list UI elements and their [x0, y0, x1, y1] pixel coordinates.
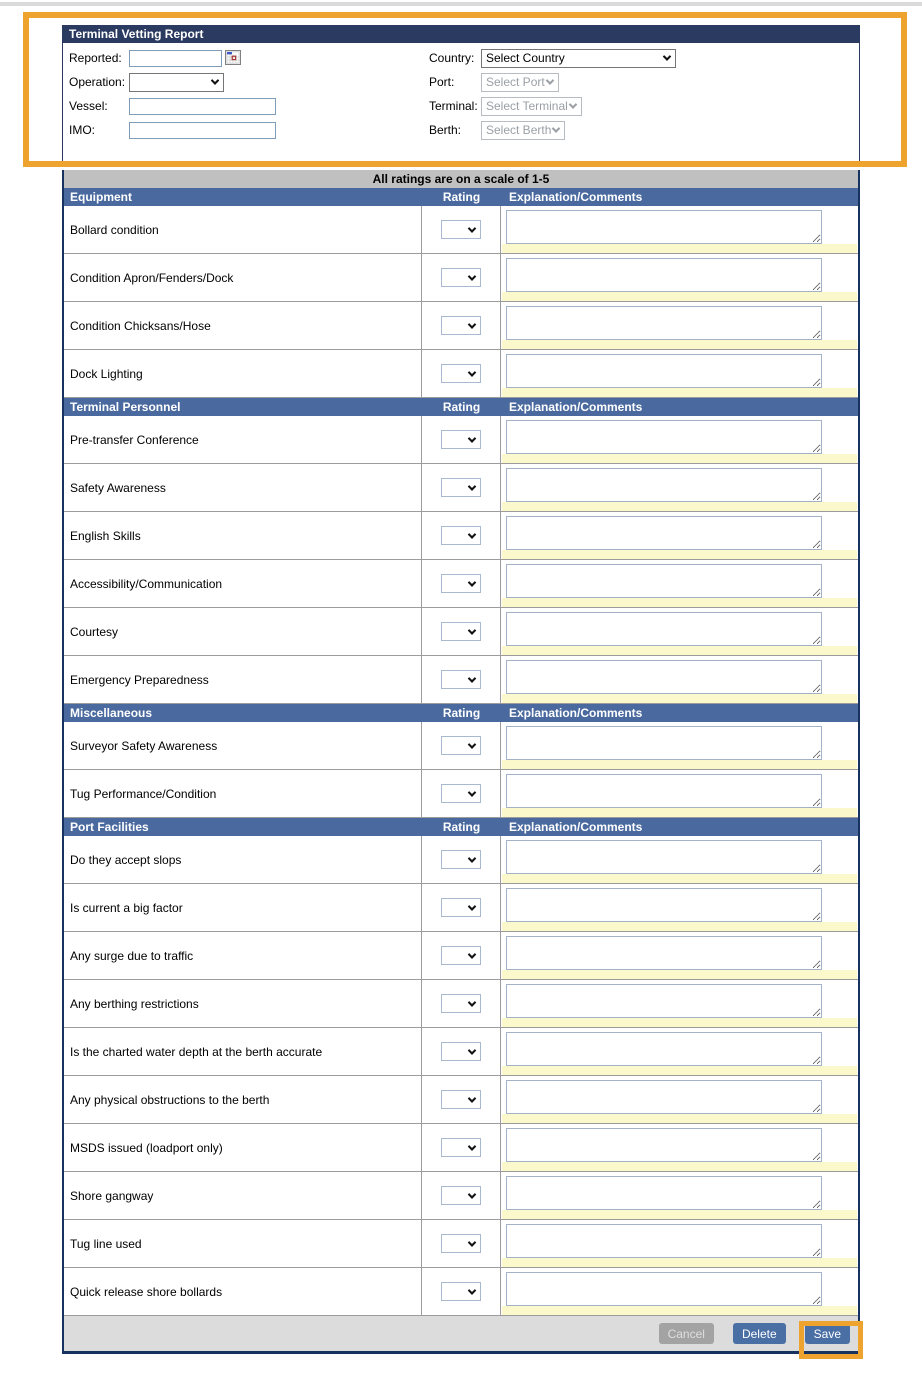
comment-textarea[interactable] — [506, 354, 822, 388]
rating-cell — [422, 722, 501, 769]
operation-select[interactable] — [129, 73, 224, 92]
rating-select[interactable] — [441, 850, 481, 869]
rating-row-label: Shore gangway — [64, 1172, 422, 1219]
page-top-divider — [0, 2, 922, 6]
rating-cell — [422, 884, 501, 931]
section-header — [64, 818, 858, 836]
page-title: Terminal Vetting Report — [62, 25, 860, 43]
chevron-down-icon — [546, 76, 554, 84]
rating-select[interactable] — [441, 1042, 481, 1061]
rating-select[interactable] — [441, 1138, 481, 1157]
rating-row-label: Safety Awareness — [64, 464, 422, 511]
terminal-label: Terminal: — [429, 99, 478, 113]
explanation-cell — [501, 512, 858, 559]
section-title: Port Facilities — [70, 820, 149, 834]
rating-cell — [422, 512, 501, 559]
berth-label: Berth: — [429, 123, 462, 137]
chevron-down-icon — [569, 100, 577, 108]
chevron-down-icon — [468, 320, 476, 328]
explanation-cell — [501, 302, 858, 349]
section-title: Miscellaneous — [70, 706, 153, 720]
section-header — [64, 398, 858, 416]
comment-textarea[interactable] — [506, 936, 822, 970]
explanation-cell — [501, 416, 858, 463]
comment-underbar — [502, 874, 857, 883]
ratings-sections — [64, 188, 858, 1316]
chevron-down-icon — [468, 902, 476, 910]
rating-cell — [422, 206, 501, 253]
ratings-section — [64, 704, 858, 818]
rating-cell — [422, 608, 501, 655]
explanation-cell — [501, 656, 858, 703]
chevron-down-icon — [468, 740, 476, 748]
scale-note: All ratings are on a scale of 1-5 — [64, 170, 858, 188]
comment-underbar — [502, 454, 857, 463]
header-form-right-column — [429, 46, 676, 142]
rating-cell — [422, 302, 501, 349]
rating-row-label: MSDS issued (loadport only) — [64, 1124, 422, 1171]
rating-row — [64, 656, 858, 704]
section-title: Terminal Personnel — [70, 400, 181, 414]
comment-underbar — [502, 1210, 857, 1219]
explanation-cell — [501, 350, 858, 397]
rating-row — [64, 1076, 858, 1124]
rating-select[interactable] — [441, 478, 481, 497]
comment-textarea[interactable] — [506, 1272, 822, 1306]
rating-row-label: Emergency Preparedness — [64, 656, 422, 703]
chevron-down-icon — [468, 1238, 476, 1246]
port-select: Select Port — [481, 73, 559, 92]
rating-column-header: Rating — [442, 400, 481, 414]
imo-label: IMO: — [69, 123, 95, 137]
header-form-left-column — [69, 46, 276, 142]
berth-field-row — [429, 118, 676, 142]
chevron-down-icon — [663, 52, 671, 60]
ratings-table — [62, 170, 860, 1354]
comment-underbar — [502, 970, 857, 979]
rating-row — [64, 254, 858, 302]
port-label: Port: — [429, 75, 455, 89]
section-rows — [64, 836, 858, 1316]
explanation-cell — [501, 560, 858, 607]
rating-select[interactable] — [441, 622, 481, 641]
rating-row — [64, 350, 858, 398]
comment-textarea[interactable] — [506, 516, 822, 550]
rating-row — [64, 1268, 858, 1316]
comment-underbar — [502, 388, 857, 397]
rating-row-label: Dock Lighting — [64, 350, 422, 397]
explanation-cell — [501, 980, 858, 1027]
comment-textarea[interactable] — [506, 1224, 822, 1258]
imo-field-row — [69, 118, 276, 142]
rating-row — [64, 416, 858, 464]
comment-textarea[interactable] — [506, 612, 822, 646]
chevron-down-icon — [468, 368, 476, 376]
rating-row — [64, 932, 858, 980]
rating-cell — [422, 836, 501, 883]
chevron-down-icon — [468, 1142, 476, 1150]
rating-select[interactable] — [441, 574, 481, 593]
explanation-cell — [501, 464, 858, 511]
chevron-down-icon — [552, 124, 560, 132]
section-header — [64, 704, 858, 722]
explanation-cell — [501, 722, 858, 769]
explanation-cell — [501, 932, 858, 979]
chevron-down-icon — [468, 1286, 476, 1294]
rating-cell — [422, 1124, 501, 1171]
rating-row-label: Pre-transfer Conference — [64, 416, 422, 463]
comment-textarea[interactable] — [506, 660, 822, 694]
explanation-column-header: Explanation/Comments — [509, 706, 643, 720]
rating-cell — [422, 1172, 501, 1219]
rating-row-label: Accessibility/Communication — [64, 560, 422, 607]
rating-row — [64, 980, 858, 1028]
comment-textarea[interactable] — [506, 306, 822, 340]
country-label: Country: — [429, 51, 475, 65]
country-field-row — [429, 46, 676, 70]
operation-field-row — [69, 70, 276, 94]
comment-underbar — [502, 244, 857, 253]
rating-select[interactable] — [441, 736, 481, 755]
rating-cell — [422, 560, 501, 607]
reported-label: Reported: — [69, 51, 122, 65]
comment-underbar — [502, 760, 857, 769]
calendar-button[interactable] — [225, 50, 241, 66]
rating-cell — [422, 254, 501, 301]
rating-cell — [422, 1268, 501, 1315]
comment-textarea[interactable] — [506, 1032, 822, 1066]
comment-textarea[interactable] — [506, 1176, 822, 1210]
comment-underbar — [502, 1114, 857, 1123]
comment-underbar — [502, 340, 857, 349]
explanation-cell — [501, 254, 858, 301]
rating-row-label: Is current a big factor — [64, 884, 422, 931]
comment-underbar — [502, 922, 857, 931]
rating-row-label: Tug Performance/Condition — [64, 770, 422, 817]
rating-row — [64, 1124, 858, 1172]
footer-action-bar — [64, 1316, 858, 1354]
rating-select[interactable] — [441, 430, 481, 449]
chevron-down-icon — [468, 530, 476, 538]
section-rows — [64, 416, 858, 704]
rating-row — [64, 1028, 858, 1076]
chevron-down-icon — [468, 272, 476, 280]
rating-select[interactable] — [441, 1090, 481, 1109]
rating-row — [64, 464, 858, 512]
comment-underbar — [502, 1306, 857, 1315]
chevron-down-icon — [468, 998, 476, 1006]
rating-cell — [422, 464, 501, 511]
comment-textarea[interactable] — [506, 840, 822, 874]
explanation-column-header: Explanation/Comments — [509, 820, 643, 834]
chevron-down-icon — [468, 1046, 476, 1054]
rating-row — [64, 836, 858, 884]
ratings-section — [64, 188, 858, 398]
port-field-row — [429, 70, 676, 94]
terminal-select: Select Terminal — [481, 97, 582, 116]
rating-cell — [422, 416, 501, 463]
chevron-down-icon — [468, 788, 476, 796]
comment-textarea[interactable] — [506, 258, 822, 292]
comment-underbar — [502, 808, 857, 817]
berth-select: Select Berth — [481, 121, 565, 140]
comment-textarea[interactable] — [506, 1128, 822, 1162]
imo-input[interactable] — [129, 122, 276, 139]
section-header — [64, 188, 858, 206]
explanation-cell — [501, 206, 858, 253]
calendar-icon — [225, 50, 241, 66]
country-select[interactable]: Select Country — [481, 49, 676, 68]
comment-underbar — [502, 502, 857, 511]
rating-cell — [422, 980, 501, 1027]
explanation-cell — [501, 1220, 858, 1267]
rating-select[interactable] — [441, 1186, 481, 1205]
vessel-field-row — [69, 94, 276, 118]
comment-textarea[interactable] — [506, 984, 822, 1018]
chevron-down-icon — [468, 1190, 476, 1198]
rating-select[interactable] — [441, 316, 481, 335]
rating-cell — [422, 656, 501, 703]
comment-underbar — [502, 292, 857, 301]
chevron-down-icon — [468, 854, 476, 862]
comment-underbar — [502, 598, 857, 607]
explanation-cell — [501, 770, 858, 817]
chevron-down-icon — [211, 76, 219, 84]
cancel-button[interactable]: Cancel — [659, 1323, 714, 1344]
rating-row-label: Any berthing restrictions — [64, 980, 422, 1027]
delete-button[interactable]: Delete — [733, 1323, 786, 1344]
rating-row — [64, 560, 858, 608]
comment-underbar — [502, 694, 857, 703]
comment-textarea[interactable] — [506, 774, 822, 808]
rating-select[interactable] — [441, 784, 481, 803]
rating-column-header: Rating — [442, 820, 481, 834]
explanation-column-header: Explanation/Comments — [509, 190, 643, 204]
rating-select[interactable] — [441, 1234, 481, 1253]
rating-select[interactable] — [441, 898, 481, 917]
explanation-cell — [501, 1028, 858, 1075]
rating-row-label: Tug line used — [64, 1220, 422, 1267]
rating-cell — [422, 1028, 501, 1075]
comment-underbar — [502, 646, 857, 655]
operation-label: Operation: — [69, 75, 126, 89]
rating-row-label: Any physical obstructions to the berth — [64, 1076, 422, 1123]
rating-row — [64, 302, 858, 350]
rating-row-label: Is the charted water depth at the berth accurate — [64, 1028, 422, 1075]
rating-cell — [422, 770, 501, 817]
rating-row-label: Surveyor Safety Awareness — [64, 722, 422, 769]
rating-row-label: Bollard condition — [64, 206, 422, 253]
rating-select[interactable] — [441, 268, 481, 287]
rating-row-label: Condition Chicksans/Hose — [64, 302, 422, 349]
rating-cell — [422, 350, 501, 397]
rating-column-header: Rating — [442, 190, 481, 204]
vessel-label: Vessel: — [69, 99, 108, 113]
rating-column-header: Rating — [442, 706, 481, 720]
report-header-fields — [62, 43, 860, 163]
chevron-down-icon — [468, 674, 476, 682]
explanation-cell — [501, 1172, 858, 1219]
explanation-cell — [501, 1076, 858, 1123]
rating-row-label: Condition Apron/Fenders/Dock — [64, 254, 422, 301]
rating-row — [64, 1172, 858, 1220]
terminal-field-row — [429, 94, 676, 118]
explanation-cell — [501, 1124, 858, 1171]
chevron-down-icon — [468, 1094, 476, 1102]
chevron-down-icon — [468, 950, 476, 958]
section-rows — [64, 206, 858, 398]
rating-select[interactable] — [441, 670, 481, 689]
vessel-input[interactable] — [129, 98, 276, 115]
comment-textarea[interactable] — [506, 420, 822, 454]
comment-textarea[interactable] — [506, 1080, 822, 1114]
rating-select[interactable] — [441, 220, 481, 239]
rating-row-label: Do they accept slops — [64, 836, 422, 883]
comment-underbar — [502, 1018, 857, 1027]
comment-underbar — [502, 1066, 857, 1075]
rating-row-label: Quick release shore bollards — [64, 1268, 422, 1315]
reported-field-row — [69, 46, 276, 70]
comment-underbar — [502, 1162, 857, 1171]
chevron-down-icon — [468, 626, 476, 634]
reported-input[interactable] — [129, 50, 222, 67]
rating-row — [64, 1220, 858, 1268]
rating-select[interactable] — [441, 994, 481, 1013]
save-button[interactable]: Save — [805, 1323, 850, 1344]
rating-row — [64, 512, 858, 560]
comment-underbar — [502, 1258, 857, 1267]
comment-underbar — [502, 550, 857, 559]
rating-row — [64, 722, 858, 770]
rating-row — [64, 206, 858, 254]
rating-row — [64, 608, 858, 656]
rating-select[interactable] — [441, 946, 481, 965]
ratings-section — [64, 398, 858, 704]
section-title: Equipment — [70, 190, 132, 204]
rating-select[interactable] — [441, 1282, 481, 1301]
comment-textarea[interactable] — [506, 468, 822, 502]
chevron-down-icon — [468, 434, 476, 442]
comment-textarea[interactable] — [506, 564, 822, 598]
rating-cell — [422, 1076, 501, 1123]
explanation-column-header: Explanation/Comments — [509, 400, 643, 414]
comment-textarea[interactable] — [506, 888, 822, 922]
rating-select[interactable] — [441, 526, 481, 545]
rating-row-label: Courtesy — [64, 608, 422, 655]
rating-row-label: Any surge due to traffic — [64, 932, 422, 979]
comment-textarea[interactable] — [506, 726, 822, 760]
explanation-cell — [501, 608, 858, 655]
rating-row — [64, 884, 858, 932]
section-rows — [64, 722, 858, 818]
explanation-cell — [501, 884, 858, 931]
rating-cell — [422, 1220, 501, 1267]
report-header-form — [62, 25, 860, 163]
chevron-down-icon — [468, 224, 476, 232]
ratings-section — [64, 818, 858, 1316]
chevron-down-icon — [468, 482, 476, 490]
chevron-down-icon — [468, 578, 476, 586]
comment-textarea[interactable] — [506, 210, 822, 244]
rating-row-label: English Skills — [64, 512, 422, 559]
explanation-cell — [501, 1268, 858, 1315]
rating-cell — [422, 932, 501, 979]
rating-select[interactable] — [441, 364, 481, 383]
explanation-cell — [501, 836, 858, 883]
rating-row — [64, 770, 858, 818]
